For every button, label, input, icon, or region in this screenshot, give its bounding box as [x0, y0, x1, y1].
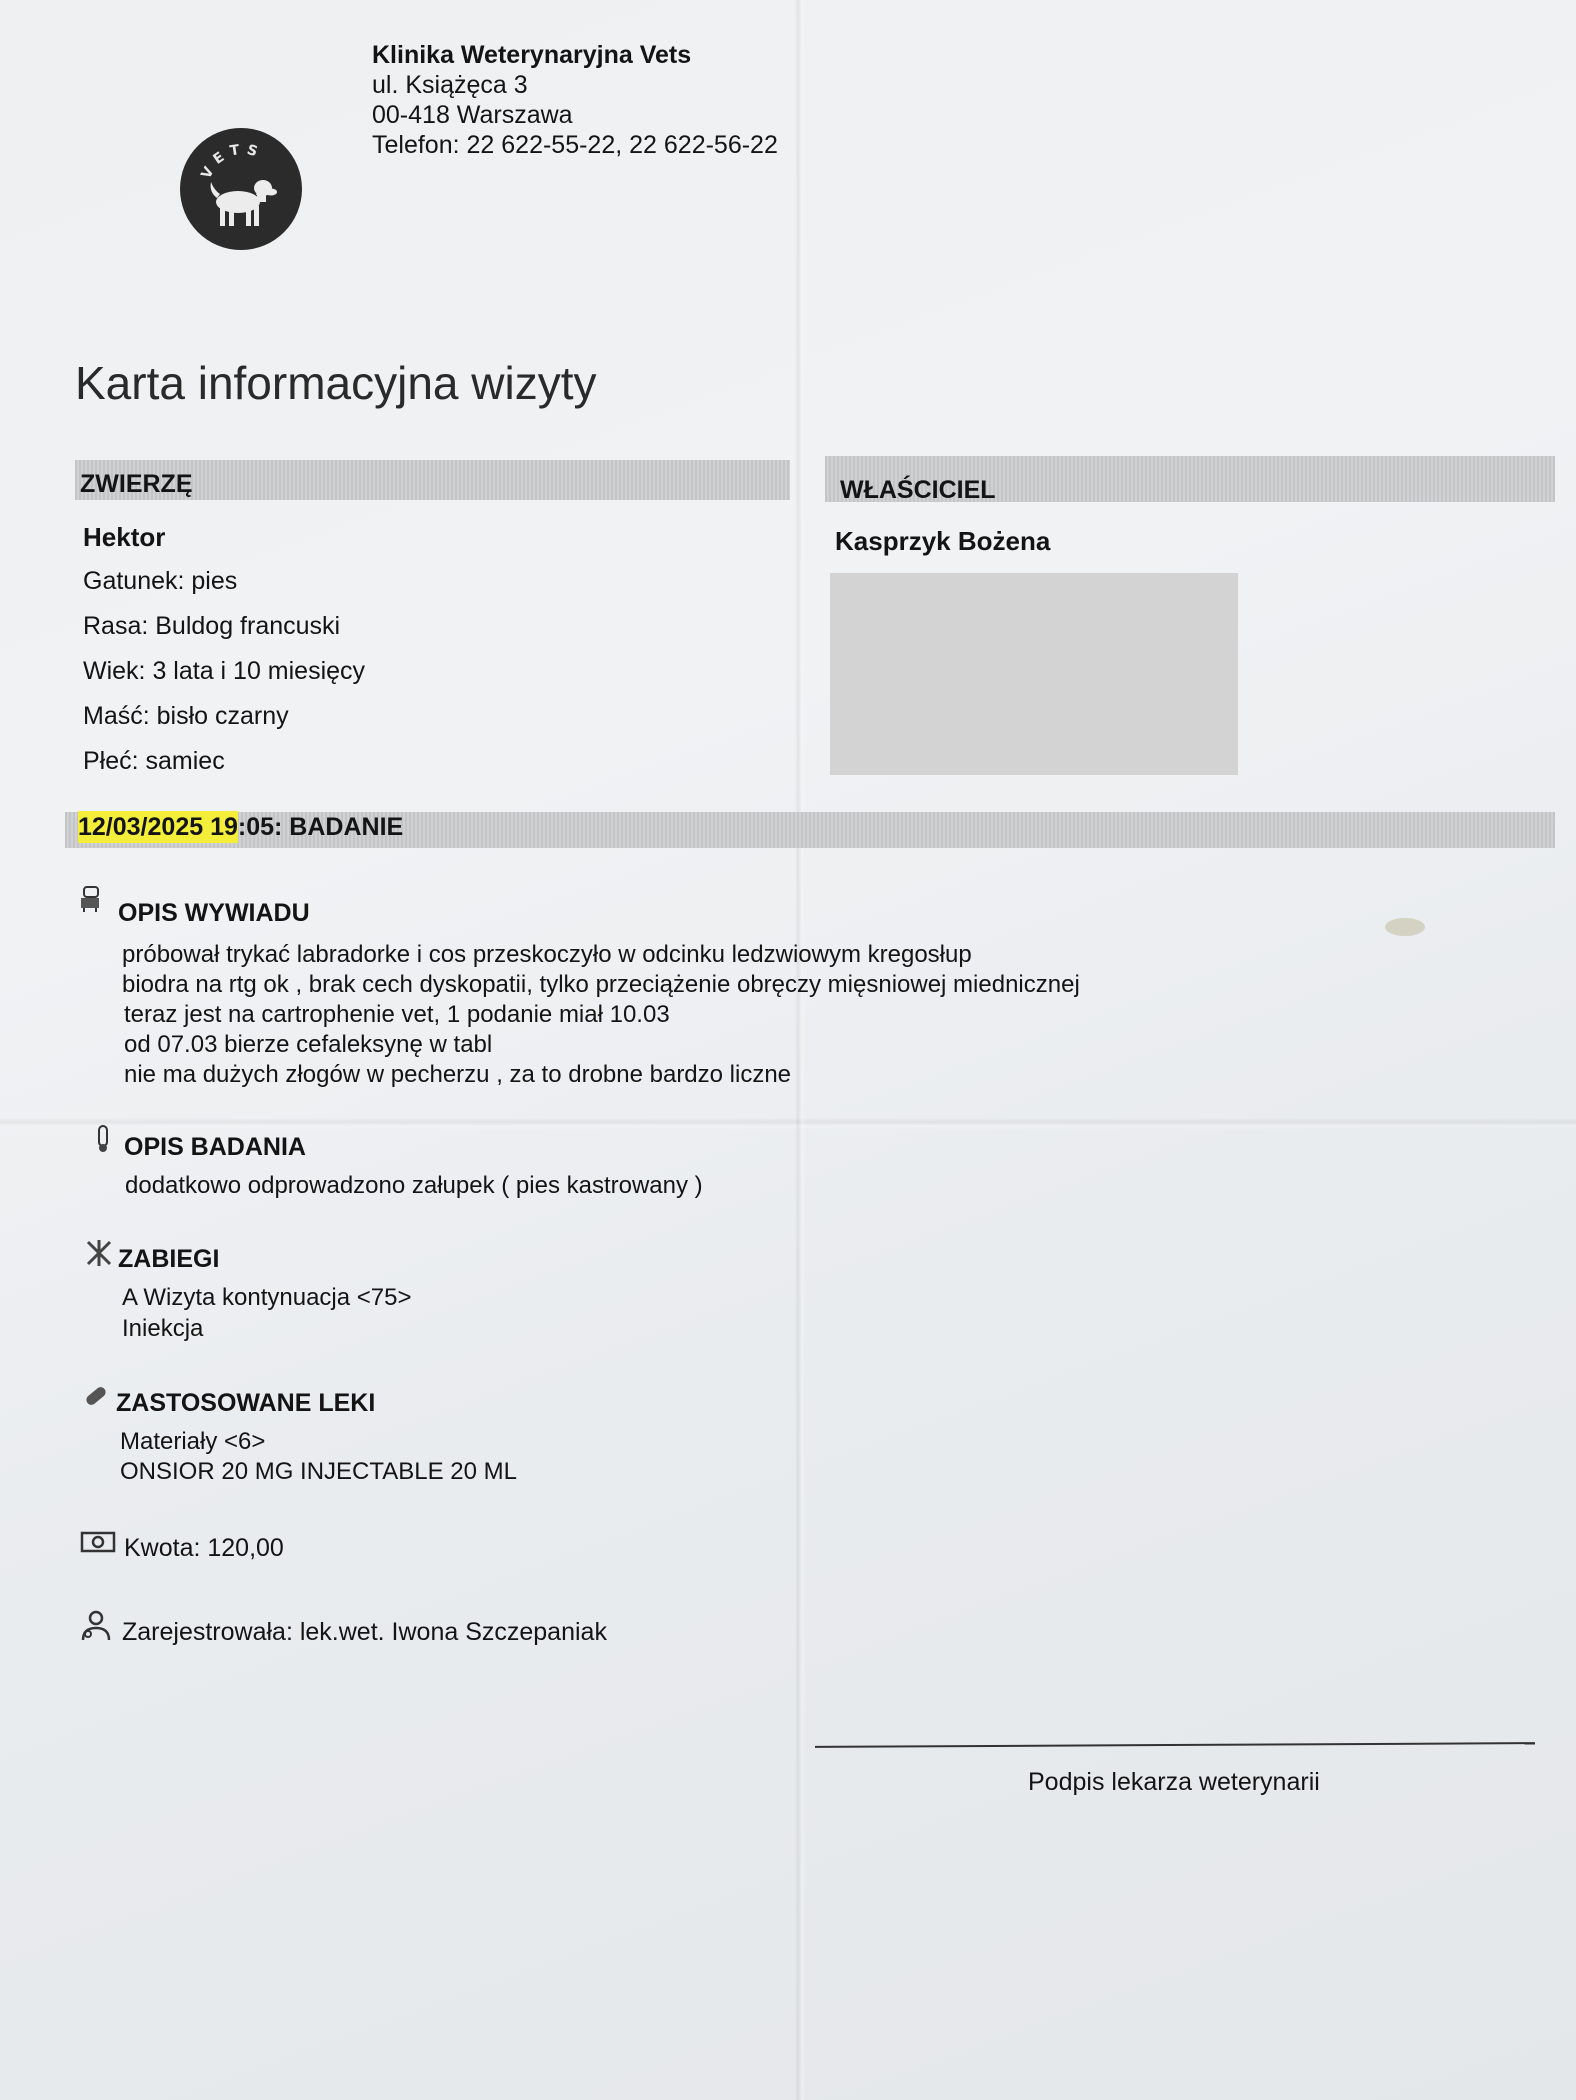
- animal-sex: Płeć: samiec: [83, 747, 225, 775]
- clinic-city: 00-418 Warszawa: [372, 101, 573, 129]
- clinic-street: ul. Książęca 3: [372, 71, 528, 99]
- pill-icon: [82, 1382, 110, 1410]
- interview-line: teraz jest na cartrophenie vet, 1 podanie miał 10.03: [124, 1001, 670, 1028]
- thermometer-icon: [94, 1124, 112, 1154]
- procedures-line: A Wizyta kontynuacja <75>: [122, 1284, 412, 1311]
- document-title: Karta informacyjna wizyty: [75, 357, 597, 409]
- interview-line: od 07.03 bierze cefaleksynę w tabl: [124, 1031, 493, 1058]
- interview-line: biodra na rtg ok , brak cech dyskopatii, tylko przeciążenie obręczy mięsniowej miednicznej: [122, 971, 1080, 998]
- visit-date-highlight: 12/03/2025 19: [78, 813, 238, 841]
- exam-line: dodatkowo odprowadzono załupek ( pies kastrowany ): [125, 1172, 703, 1199]
- registered-by: Zarejestrowała: lek.wet. Iwona Szczepaniak: [122, 1618, 607, 1646]
- procedures-icon: [84, 1238, 114, 1268]
- signature-line: [815, 1742, 1535, 1748]
- interview-notes-icon: [78, 884, 104, 914]
- interview-line: nie ma dużych złogów w pecherzu , za to drobne bardzo liczne: [124, 1061, 792, 1088]
- visit-time-type: :05: BADANIE: [237, 813, 404, 841]
- amount: Kwota: 120,00: [124, 1534, 284, 1562]
- clinic-phone: Telefon: 22 622-55-22, 22 622-56-22: [372, 131, 778, 159]
- animal-color: Maść: bisło czarny: [83, 702, 289, 730]
- animal-breed: Rasa: Buldog francuski: [83, 612, 341, 640]
- procedures-title: ZABIEGI: [118, 1245, 220, 1273]
- doctor-icon: [78, 1608, 114, 1642]
- drugs-title: ZASTOSOWANE LEKI: [116, 1389, 376, 1417]
- animal-age: Wiek: 3 lata i 10 miesięcy: [83, 657, 366, 685]
- dog-icon: [211, 180, 277, 226]
- redacted-owner-details: [830, 573, 1238, 775]
- animal-section-label: ZWIERZĘ: [80, 470, 193, 498]
- interview-title: OPIS WYWIADU: [118, 899, 310, 927]
- signature-label: Podpis lekarza weterynarii: [1028, 1768, 1320, 1796]
- clinic-header: [372, 40, 778, 160]
- visit-datetime: [78, 813, 403, 842]
- paper-stain: [1385, 918, 1425, 936]
- interview-line: próbował trykać labradorke i cos przeskoczyło w odcinku ledzwiowym kregosłup: [122, 941, 972, 968]
- procedures-line: Iniekcja: [122, 1315, 204, 1342]
- animal-name: Hektor: [83, 522, 166, 552]
- owner-section-label: WŁAŚCICIEL: [840, 476, 996, 504]
- money-icon: [80, 1530, 116, 1554]
- exam-title: OPIS BADANIA: [124, 1133, 306, 1161]
- drugs-line: Materiały <6>: [120, 1428, 266, 1455]
- logo-text: VETS: [198, 141, 266, 182]
- clinic-logo: [180, 128, 302, 250]
- clinic-name: Klinika Weterynaryjna Vets: [372, 41, 692, 69]
- owner-name: Kasprzyk Bożena: [835, 526, 1051, 556]
- drugs-line: ONSIOR 20 MG INJECTABLE 20 ML: [120, 1458, 517, 1485]
- svg-text:VETS: [198, 141, 265, 181]
- animal-species: Gatunek: pies: [83, 567, 238, 595]
